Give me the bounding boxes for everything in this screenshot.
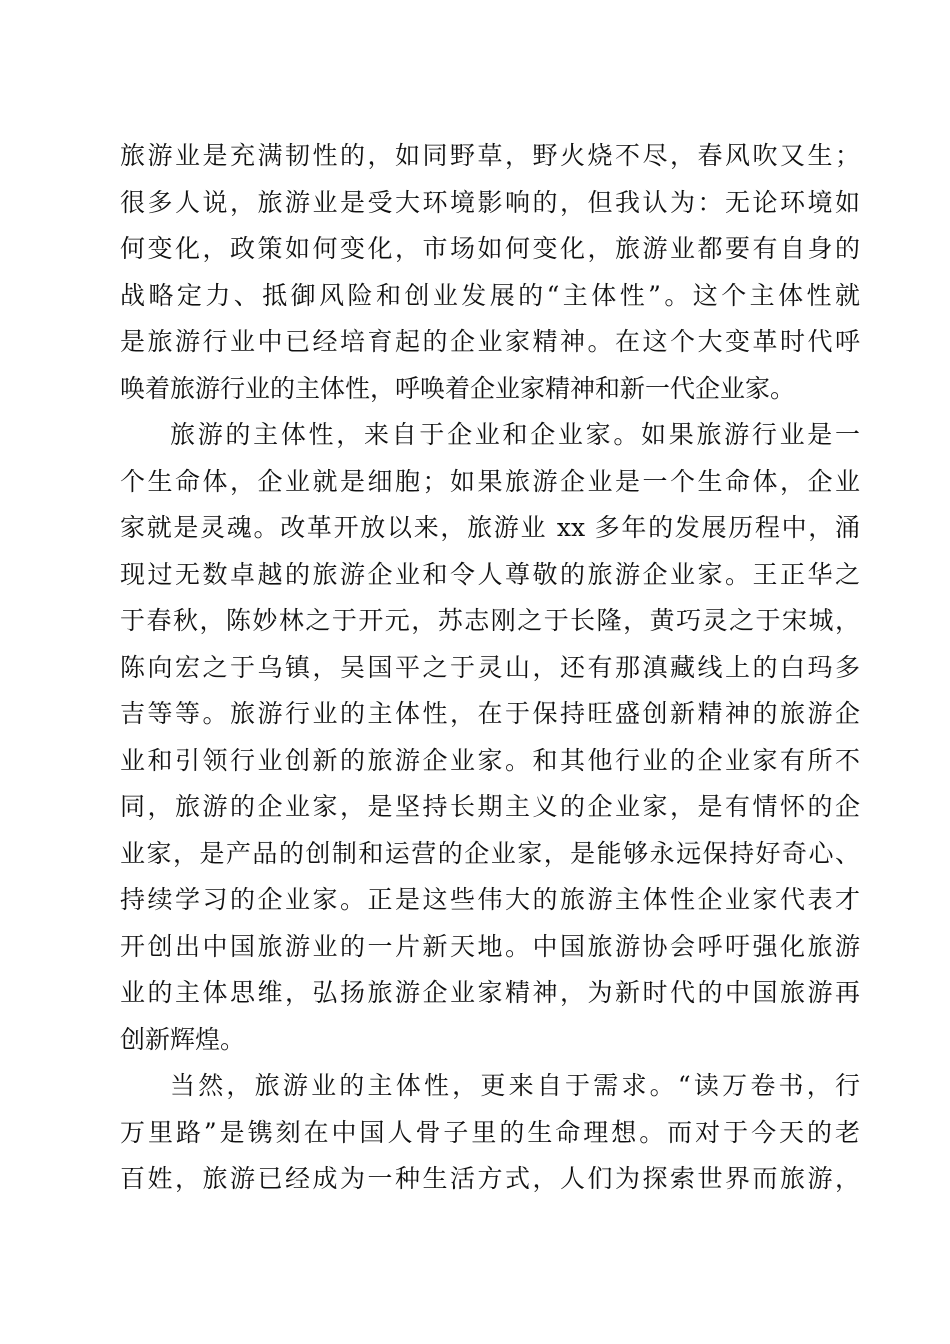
text-line: 旅游的主体性，来自于企业和企业家。如果旅游行业是一 — [170, 420, 860, 449]
text-line: 万里路”是镌刻在中国人骨子里的生命理想。而对于今天的老 — [120, 1117, 860, 1147]
text-line: 家就是灵魂。改革开放以来，旅游业 xx 多年的发展历程中，涌 — [120, 513, 860, 542]
paragraph-2 — [120, 412, 860, 1063]
paragraph-1 — [120, 133, 860, 412]
text-line: 陈向宏之于乌镇，吴国平之于灵山，还有那滇藏线上的白玛多 — [120, 652, 860, 682]
document-body — [120, 133, 860, 1203]
text-line: 现过无数卓越的旅游企业和令人尊敬的旅游企业家。王正华之 — [120, 559, 860, 589]
text-line: 创新辉煌。 — [120, 1024, 246, 1054]
text-line: 持续学习的企业家。正是这些伟大的旅游主体性企业家代表才 — [120, 885, 860, 914]
text-line: 吉等等。旅游行业的主体性，在于保持旺盛创新精神的旅游企 — [120, 699, 860, 728]
text-line: 何变化，政策如何变化，市场如何变化，旅游业都要有自身的 — [120, 234, 860, 263]
text-line: 于春秋，陈妙林之于开元，苏志刚之于长隆，黄巧灵之于宋城， — [120, 606, 860, 635]
text-line: 业的主体思维，弘扬旅游企业家精神，为新时代的中国旅游再 — [120, 978, 860, 1007]
text-line: 旅游业是充满韧性的，如同野草，野火烧不尽，春风吹又生； — [120, 141, 860, 170]
text-line: 战略定力、抵御风险和创业发展的“主体性”。这个主体性就 — [120, 280, 860, 310]
text-line: 同，旅游的企业家，是坚持长期主义的企业家，是有情怀的企 — [120, 792, 860, 821]
text-line: 是旅游行业中已经培育起的企业家精神。在这个大变革时代呼 — [120, 327, 860, 356]
text-line: 开创出中国旅游业的一片新天地。中国旅游协会呼吁强化旅游 — [120, 931, 860, 961]
text-line: 百姓，旅游已经成为一种生活方式，人们为探索世界而旅游， — [120, 1164, 860, 1193]
text-line: 当然，旅游业的主体性，更来自于需求。“读万卷书，行 — [170, 1071, 860, 1100]
text-line: 业和引领行业创新的旅游企业家。和其他行业的企业家有所不 — [120, 745, 860, 775]
text-line: 业家，是产品的创制和运营的企业家，是能够永远保持好奇心、 — [120, 838, 860, 868]
text-line: 个生命体，企业就是细胞；如果旅游企业是一个生命体，企业 — [120, 466, 860, 496]
paragraph-3 — [120, 1063, 860, 1203]
text-line: 唤着旅游行业的主体性，呼唤着企业家精神和新一代企业家。 — [120, 373, 796, 403]
text-line: 很多人说，旅游业是受大环境影响的，但我认为：无论环境如 — [120, 187, 860, 217]
